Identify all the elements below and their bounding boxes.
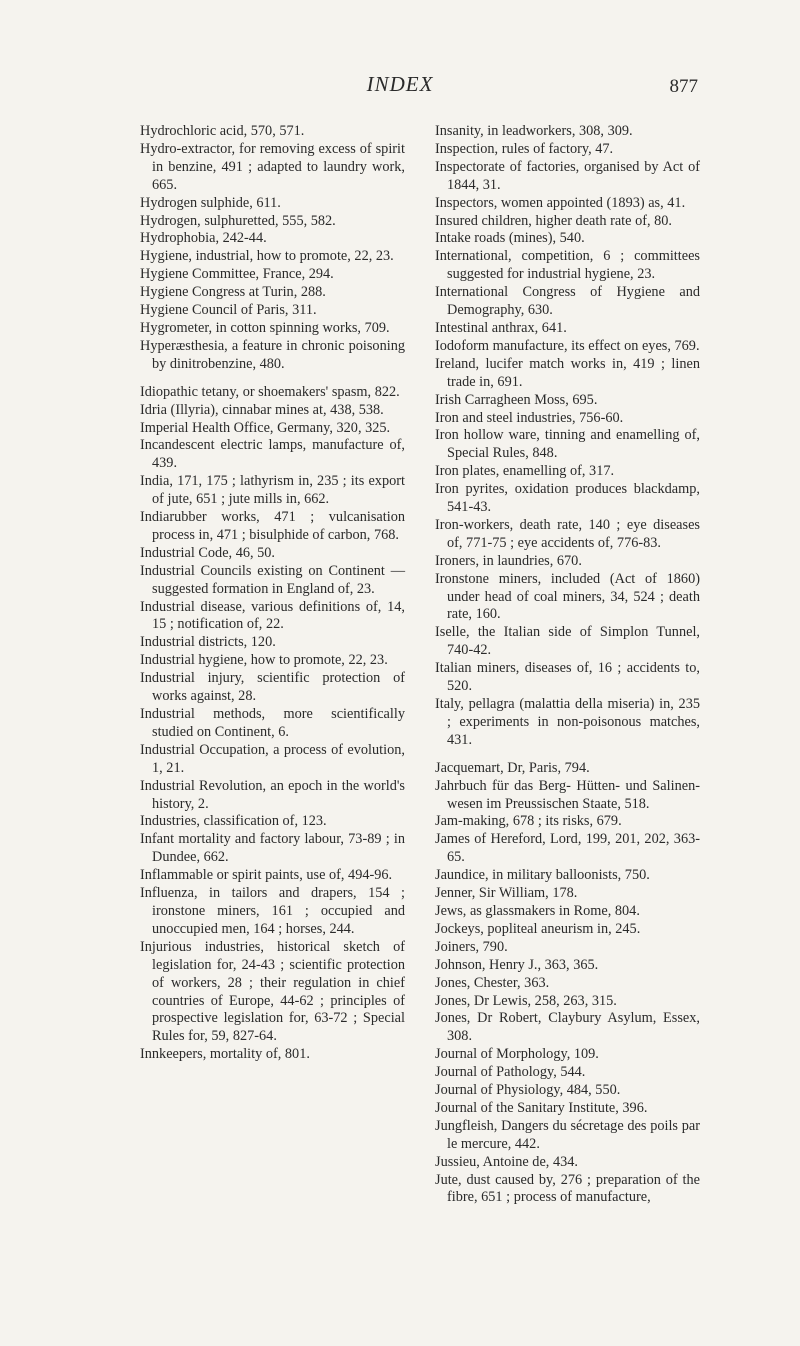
index-entry: Hyperæsthesia, a feature in chronic poisoning by dinitrobenzine, 480. <box>140 337 405 372</box>
index-entry: Irish Carragheen Moss, 695. <box>435 391 598 408</box>
index-entry: Jam-making, 678 ; its risks, 679. <box>435 813 622 830</box>
index-entry: Hydrogen, sulphuretted, 555, 582. <box>140 212 336 229</box>
index-entry: Hygiene, industrial, how to promote, 22, 23. <box>140 248 394 265</box>
index-entry: Insured children, higher death rate of, 80. <box>435 212 673 229</box>
index-entry: Inspection, rules of factory, 47. <box>435 140 614 157</box>
index-entry: Inspectorate of factories, organised by Act of 1844, 31. <box>435 158 700 193</box>
index-entry: Imperial Health Office, Germany, 320, 325. <box>140 419 391 436</box>
index-column-left <box>140 123 405 1207</box>
index-entry: Hydrogen sulphide, 611. <box>140 194 281 211</box>
index-entry: Iron pyrites, oxidation produces blackdamp, 541-43. <box>435 481 700 516</box>
index-entry: Incandescent electric lamps, manufacture of, 439. <box>140 437 405 472</box>
index-entry: Iron hollow ware, tinning and enamelling of, Special Rules, 848. <box>435 427 700 462</box>
index-entry: India, 171, 175 ; lathyrism in, 235 ; its export of jute, 651 ; jute mills in, 662. <box>140 473 405 508</box>
index-entry: Inflammable or spirit paints, use of, 494-96. <box>140 867 393 884</box>
index-entry: Hygrometer, in cotton spinning works, 709. <box>140 319 390 336</box>
index-entry: Industrial hygiene, how to promote, 22, 23. <box>140 652 388 669</box>
index-entry: Ironstone miners, included (Act of 1860) under head of coal miners, 34, 524 ; death rate, 160. <box>435 570 700 623</box>
index-entry: Jones, Dr Robert, Claybury Asylum, Essex, 308. <box>435 1010 700 1045</box>
index-entry: Innkeepers, mortality of, 801. <box>140 1046 310 1063</box>
page-number: 877 <box>669 76 698 97</box>
index-entry: Iodoform manufacture, its effect on eyes, 769. <box>435 337 700 354</box>
index-entry: Ironers, in laundries, 670. <box>435 552 582 569</box>
index-entry: Industrial Occupation, a process of evolution, 1, 21. <box>140 741 405 776</box>
index-entry: Intestinal anthrax, 641. <box>435 319 567 336</box>
index-entry: Inspectors, women appointed (1893) as, 41. <box>435 194 686 211</box>
index-entry: Jute, dust caused by, 276 ; preparation of the fibre, 651 ; process of manufacture, <box>435 1171 700 1206</box>
index-entry: Jenner, Sir William, 178. <box>435 885 578 902</box>
index-entry: Jussieu, Antoine de, 434. <box>435 1153 578 1170</box>
index-entry: Jahrbuch für das Berg- Hütten- und Salinen-wesen im Preussischen Staate, 518. <box>435 777 700 812</box>
index-entry: Italian miners, diseases of, 16 ; accidents to, 520. <box>435 660 700 695</box>
index-entry: Iron and steel industries, 756-60. <box>435 409 624 426</box>
index-entry: Jockeys, popliteal aneurism in, 245. <box>435 920 641 937</box>
index-entry: Joiners, 790. <box>435 938 508 955</box>
index-entry: International, competition, 6 ; committees suggested for industrial hygiene, 23. <box>435 248 700 283</box>
index-entry: Journal of the Sanitary Institute, 396. <box>435 1099 648 1116</box>
index-entry: Jews, as glassmakers in Rome, 804. <box>435 902 640 919</box>
index-entry: Jacquemart, Dr, Paris, 794. <box>435 759 590 776</box>
index-entry: Idiopathic tetany, or shoemakers' spasm, 822. <box>140 383 400 400</box>
index-entry: Insanity, in leadworkers, 308, 309. <box>435 123 633 139</box>
index-entry: Industrial Revolution, an epoch in the world's history, 2. <box>140 777 405 812</box>
index-entry: Hydrophobia, 242-44. <box>140 230 267 247</box>
index-entry: Jungfleish, Dangers du sécretage des poils par le mercure, 442. <box>435 1117 700 1152</box>
index-entry: Hygiene Congress at Turin, 288. <box>140 284 326 301</box>
index-entry: Journal of Pathology, 544. <box>435 1064 586 1081</box>
index-entry: Indiarubber works, 471 ; vulcanisation process in, 471 ; bisulphide of carbon, 768. <box>140 509 405 543</box>
index-entry: Idria (Illyria), cinnabar mines at, 438, 538. <box>140 401 384 418</box>
index-entry: Industrial districts, 120. <box>140 634 276 651</box>
index-entry: Jones, Dr Lewis, 258, 263, 315. <box>435 992 617 1009</box>
index-entry: Italy, pellagra (malattia della miseria) in, 235 ; experiments in non-poisonous matches, 431. <box>435 696 700 748</box>
index-entry: Injurious industries, historical sketch of legislation for, 24-43 ; scientific protection of workers, 28 ; their regulation in chief countries of Europe, 44-62 ; principles of prospective legislation for, 63-72 ; Special Rules for, 59, 827-64. <box>140 938 405 1045</box>
index-entry: Journal of Physiology, 484, 550. <box>435 1082 621 1099</box>
index-entry: Jones, Chester, 363. <box>435 974 550 991</box>
index-columns <box>140 123 700 1207</box>
index-entry: Iselle, the Italian side of Simplon Tunnel, 740-42. <box>435 624 700 659</box>
index-entry: James of Hereford, Lord, 199, 201, 202, 363-65. <box>435 831 700 866</box>
index-entry: Industrial disease, various definitions of, 14, 15 ; notification of, 22. <box>140 598 405 633</box>
index-entry: Hydrochloric acid, 570, 571. <box>140 123 305 139</box>
index-entry: Johnson, Henry J., 363, 365. <box>435 956 599 973</box>
running-header <box>0 72 800 102</box>
page-title: INDEX <box>366 72 434 96</box>
index-entry: Industrial methods, more scientifically studied on Continent, 6. <box>140 706 405 740</box>
index-column-right <box>435 123 700 1207</box>
index-entry: Ireland, lucifer match works in, 419 ; linen trade in, 691. <box>435 355 700 390</box>
index-entry: Hydro-extractor, for removing excess of spirit in benzine, 491 ; adapted to laundry work, 665. <box>140 140 405 193</box>
index-entry: Jaundice, in military balloonists, 750. <box>435 867 650 884</box>
index-entry: Industrial Code, 46, 50. <box>140 544 276 561</box>
index-entry: Iron plates, enamelling of, 317. <box>435 463 615 480</box>
index-entry: Hygiene Council of Paris, 311. <box>140 302 317 319</box>
index-entry: International Congress of Hygiene and Demography, 630. <box>435 284 700 319</box>
index-entry: Intake roads (mines), 540. <box>435 230 585 247</box>
index-entry: Iron-workers, death rate, 140 ; eye diseases of, 771-75 ; eye accidents of, 776-83. <box>435 516 700 551</box>
index-entry: Hygiene Committee, France, 294. <box>140 266 334 283</box>
index-entry: Journal of Morphology, 109. <box>435 1046 599 1063</box>
index-entry: Influenza, in tailors and drapers, 154 ; ironstone miners, 161 ; occupied and unoccupied men, 164 ; horses, 244. <box>140 885 405 937</box>
index-entry: Industrial injury, scientific protection of works against, 28. <box>140 670 405 705</box>
index-entry: Industries, classification of, 123. <box>140 813 327 830</box>
index-entry: Industrial Councils existing on Continent —suggested formation in England of, 23. <box>140 562 405 597</box>
index-entry: Infant mortality and factory labour, 73-89 ; in Dundee, 662. <box>140 831 405 866</box>
